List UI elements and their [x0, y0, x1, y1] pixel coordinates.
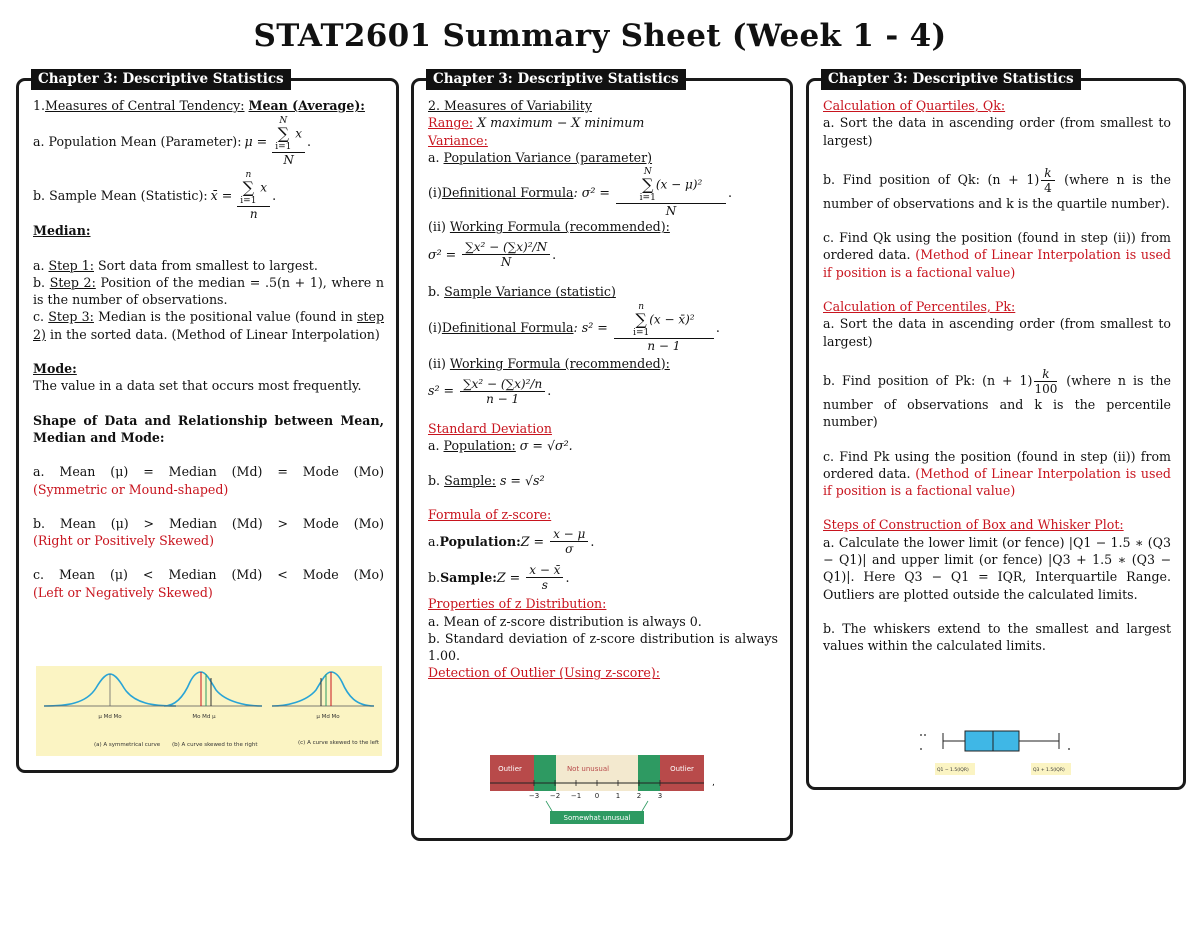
samp-work-denominator: n − 1	[486, 391, 520, 406]
column-3-panel	[806, 71, 1186, 790]
median-c-text1: Median is the positional value (found in	[93, 309, 357, 325]
outlier-left-region	[490, 755, 534, 791]
upper-fence-note: Q3 + 1.5(IQR)	[1033, 768, 1065, 773]
props-a: a. Mean of z-score distribution is always 0.	[428, 613, 702, 629]
pop-def-symbol: : σ² =	[573, 184, 610, 200]
sd-samp-formula: s = √s²	[495, 472, 545, 488]
z-tick-label: 0	[594, 792, 600, 800]
column-1-header: Chapter 3: Descriptive Statistics	[31, 69, 291, 90]
z-pop-prefix: a.	[428, 533, 440, 549]
quartile-b-pre: b. Find position of Qk: (n + 1)	[823, 171, 1040, 187]
samp-def-sum-bottom: i=1	[633, 328, 650, 339]
sd-samp-prefix: b.	[428, 472, 445, 488]
column-1-panel: Chapter 3: Descriptive Statistics 1.Measures of Central Tendency: Mean (Average): a. Population Mean (Parameter): μ = N ∑ i=1 x N . b. Sample Mean (Statistic): x̄ = n ∑ i=1 x n . Median: a. Step 1: Sort data from smallest to largest. b. Step 2: Position of the median = .5(n + 1), where n is the number of observations. c. Step 3: Median is the positional value (found in step 2) in the sorted data. (Method of Linear Interpolation) Mode: The value in a data set that occurs most frequently. Shape of Data and Relationship between Mean, Median and Mode: a. Mean (μ) = Median (Md) = Mode (Mo) (Symmetric or Mound-shaped) b. Mean (μ) > Median (Md) > Mode (Mo) (Right or Positively Skewed) c. Mean (μ) < Median (Md) < Mode (Mo) (Left or Negatively Skewed) μ Md Mo (a) A symmetrical curve Mo Md μ (b) A curve skewed to the right μ Md Mo (c) A curve skewed to the left	[16, 78, 399, 773]
skew-curves-figure	[36, 666, 382, 756]
pop-mean-sum-bottom: i=1	[275, 141, 292, 152]
outlier-point	[920, 748, 922, 750]
pop-mean-label: a. Population Mean (Parameter):	[33, 133, 242, 149]
central-prefix: 1.	[33, 98, 46, 113]
caption-c: (c) A curve skewed to the left	[298, 740, 380, 746]
quartile-c: c. Find Qk using the position (found in step (ii)) from ordered data.	[823, 230, 1171, 263]
zscore-outlier-figure	[488, 749, 728, 825]
props-heading: Properties of z Distribution:	[428, 596, 607, 612]
median-b-prefix: b.	[33, 274, 50, 290]
bracket-right	[642, 801, 648, 811]
z-tick-label: −2	[549, 792, 561, 800]
z-pop-label: Population:	[439, 533, 521, 549]
column-2-panel: Chapter 3: Descriptive Statistics 2. Measures of Variability Range: X maximum − X minimum Variance: a. Population Variance (parameter) (i) Definitional Formula : σ² = N ∑ i=1(x − μ)² N . (ii) Working Formula (recommended): σ² = $\frac{\text{∑x² − (∑x)²/N}}{N}$ . b. Sample Variance (statistic) (i) Definitional Formula : s² = n ∑ i=1(x − x̄)² n − 1 . (ii) Working Formula (recommended): s² = $\frac{\text{∑x² − (∑x)²/n}}{n - 1}$ . Standard Deviation a. Population: σ = √σ². b. Sample: s = √s² Formula of z-score: a. Population: Z = $\frac{x - \mu}{\sigma}$ . b. Sample: Z = $\frac{x - x̄}{s}$ . Properties of z Distribution: a. Mean of z-score distribution is always 0. b. Standard deviation of z-score distribution is always 1.00. Detection of Outlier (Using z-score): Outlier Not unusual Outlier , −3 −2 −1 0 1 2 3 Somewhat unusual	[411, 78, 793, 841]
outlier-point	[1068, 748, 1070, 750]
pop-def-prefix: (i)	[428, 184, 442, 200]
pop-work-fraction	[462, 240, 550, 269]
median-a-text: Sort data from smallest to largest.	[93, 257, 318, 273]
percentile-c: c. Find Pk using the position (found in step (ii)) from ordered data.	[823, 448, 1171, 481]
z-tick-label: −1	[570, 792, 582, 800]
z-tick-label: 1	[615, 792, 621, 800]
samp-work-prefix: (ii)	[428, 355, 450, 371]
somewhat-left-region	[534, 755, 556, 791]
median-c-text2: in the sorted data. (Method of Linear Interpolation)	[45, 326, 380, 342]
shape-a-red: (Symmetric or Mound-shaped)	[33, 481, 229, 497]
samp-work-numerator: ∑x² − (∑x)²/n	[460, 377, 545, 392]
shape-c-red: (Left or Negatively Skewed)	[33, 584, 213, 600]
outlier-left-label: Outlier	[498, 765, 522, 773]
pop-mean-sum-top: N	[279, 115, 288, 126]
variability-heading: 2. Measures of Variability	[428, 98, 592, 113]
samp-def-sum-top: n	[638, 302, 645, 313]
props-b: b. Standard deviation of z-score distribution is always 1.00.	[428, 630, 778, 664]
pop-def-label: Definitional Formula	[441, 184, 574, 200]
outlier-right-label: Outlier	[670, 765, 694, 773]
samp-work-symbol: s² =	[428, 383, 455, 399]
quartile-b-fraction	[1041, 166, 1054, 195]
mode-text: The value in a data set that occurs most frequently.	[33, 378, 362, 394]
percentile-c-red: (Method of Linear Interpolation is used if position is a factional value)	[823, 465, 1171, 499]
mean-heading: Mean (Average):	[248, 98, 365, 113]
shape-a-text: a. Mean (μ) = Median (Md) = Mode (Mo)	[33, 464, 384, 480]
quartile-b-den: 4	[1044, 180, 1052, 195]
samp-def-fraction: n ∑ i=1(x − x̄)² n − 1	[614, 302, 714, 353]
percentile-b-num: k	[1034, 367, 1057, 382]
median-heading: Median:	[33, 223, 91, 239]
percentile-b-pre: b. Find position of Pk: (n + 1)	[823, 372, 1033, 388]
samp-work-label: Working Formula (recommended):	[449, 355, 670, 371]
percentile-heading: Calculation of Percentiles, Pk:	[823, 299, 1016, 315]
z-tick-label: 3	[657, 792, 663, 800]
labels-a: μ Md Mo	[98, 714, 122, 720]
z-tick-label: −3	[528, 792, 540, 800]
sd-pop-formula: σ = √σ².	[515, 438, 573, 454]
z-pop-numerator: x − μ	[550, 527, 588, 542]
range-label: Range:	[428, 115, 474, 131]
pop-work-numerator: ∑x² − (∑x)²/N	[462, 240, 550, 255]
z-pop-fraction	[550, 527, 588, 556]
sd-samp-label: Sample:	[444, 472, 496, 488]
central-tendency-label: Measures of Central Tendency:	[45, 98, 245, 113]
sd-heading: Standard Deviation	[428, 421, 552, 437]
bracket-left	[546, 801, 552, 811]
pop-mean-symbol: μ =	[244, 133, 268, 149]
samp-def-symbol: : s² =	[573, 320, 608, 336]
z-figure-comma: ,	[712, 778, 715, 788]
quartile-heading: Calculation of Quartiles, Qk:	[823, 98, 1006, 113]
caption-a: (a) A symmetrical curve	[94, 742, 161, 748]
median-c-step2-ref: step 2)	[33, 309, 385, 342]
pop-work-label: Working Formula (recommended):	[449, 219, 670, 235]
samp-def-label: Definitional Formula	[441, 320, 574, 336]
samp-work-fraction	[460, 377, 545, 406]
somewhat-unusual-label: Somewhat unusual	[563, 814, 631, 822]
samp-mean-symbol: x̄ =	[210, 187, 233, 203]
variance-label: Variance:	[428, 132, 488, 148]
iqr-box	[965, 731, 1019, 751]
pop-mean-fraction: N ∑ i=1 x N	[272, 116, 305, 167]
z-samp-denominator: s	[541, 577, 548, 592]
not-unusual-label: Not unusual	[566, 765, 610, 773]
box-plot-figure	[913, 717, 1083, 781]
samp-mean-numerator: x	[260, 180, 268, 195]
z-pop-symbol: Z =	[520, 533, 545, 549]
caption-b: (b) A curve skewed to the right	[172, 742, 258, 748]
samp-var-label: Sample Variance (statistic)	[444, 284, 616, 300]
range-formula: X maximum − X minimum	[473, 115, 645, 131]
quartile-b-num: k	[1041, 166, 1054, 181]
box-b: b. The whiskers extend to the smallest and largest values within the calculated limits.	[823, 620, 1171, 654]
quartile-b-post: (where n is the number of observations and k is the quartile number).	[823, 171, 1171, 211]
samp-def-numerator: (x − x̄)²	[649, 312, 695, 327]
box-a: a. Calculate the lower limit (or fence) |Q1 − 1.5 ∗ (Q3 − Q1)| and upper limit (or fence) |Q3 + 1.5 ∗ (Q3 − Q1)|. Here Q3 − Q1 = IQR, Interquartile Range. Outliers are plotted outside the calculated limits.	[823, 534, 1171, 602]
samp-mean-label: b. Sample Mean (Statistic):	[33, 187, 208, 203]
quartile-a: a. Sort the data in ascending order (from smallest to largest)	[823, 115, 1171, 148]
labels-b: Mo Md μ	[192, 714, 216, 720]
percentile-b-post: (where n is the number of observations and k is the percentile number)	[823, 372, 1171, 430]
median-a-prefix: a.	[33, 257, 49, 273]
percentile-a: a. Sort the data in ascending order (from smallest to largest)	[823, 316, 1171, 349]
pop-def-sum-bottom: i=1	[639, 192, 656, 203]
percentile-b-den: 100	[1034, 381, 1058, 396]
outlier-heading: Detection of Outlier (Using z-score):	[428, 665, 660, 681]
samp-mean-fraction: n ∑ i=1 x n	[237, 170, 270, 221]
samp-mean-sum-bottom: i=1	[240, 195, 257, 206]
pop-def-denominator: N	[665, 203, 677, 218]
outlier-point	[920, 734, 922, 736]
samp-mean-sum-top: n	[245, 169, 252, 180]
outlier-right-region	[660, 755, 704, 791]
pop-work-denominator: N	[500, 254, 512, 269]
pop-mean-numerator: x	[295, 126, 302, 141]
percentile-b-fraction	[1034, 367, 1057, 396]
shape-b-text: b. Mean (μ) > Median (Md) > Mode (Mo)	[33, 515, 384, 531]
shape-b-red: (Right or Positively Skewed)	[33, 533, 215, 549]
shape-heading: Shape of Data and Relationship between Mean, Median and Mode:	[33, 412, 384, 445]
pop-def-fraction: N ∑ i=1(x − μ)² N	[616, 167, 726, 218]
z-samp-symbol: Z =	[496, 569, 521, 585]
pop-def-sum-top: N	[643, 166, 652, 177]
box-heading: Steps of Construction of Box and Whisker Plot:	[823, 517, 1124, 533]
labels-c: μ Md Mo	[316, 714, 340, 720]
z-pop-denominator: σ	[565, 541, 574, 556]
somewhat-right-region	[638, 755, 660, 791]
samp-var-prefix: b.	[428, 284, 445, 300]
z-samp-prefix: b.	[428, 569, 441, 585]
samp-mean-denominator: n	[249, 206, 258, 221]
median-step1: Step 1:	[48, 257, 94, 273]
z-samp-fraction	[526, 563, 563, 592]
median-step2: Step 2:	[49, 274, 96, 290]
column-3-header: Chapter 3: Descriptive Statistics	[821, 69, 1081, 90]
pop-work-prefix: (ii)	[428, 219, 450, 235]
quartile-c-red: (Method of Linear Interpolation is used if position is a factional value)	[823, 247, 1171, 280]
median-step3: Step 3:	[48, 309, 94, 325]
samp-def-denominator: n − 1	[647, 339, 681, 354]
sd-pop-prefix: a.	[428, 438, 444, 454]
median-c-prefix: c.	[33, 309, 49, 325]
page-title: STAT2601 Summary Sheet (Week 1 - 4)	[253, 18, 947, 54]
pop-var-prefix: a.	[428, 149, 444, 165]
pop-def-numerator: (x − μ)²	[655, 177, 703, 192]
z-heading: Formula of z-score:	[428, 506, 552, 522]
shape-c-text: c. Mean (μ) < Median (Md) < Mode (Mo)	[33, 567, 384, 583]
z-tick-label: 2	[636, 792, 642, 800]
mode-heading: Mode:	[33, 361, 77, 377]
pop-mean-denominator: N	[283, 152, 294, 167]
z-samp-label: Sample:	[440, 569, 497, 585]
sd-pop-label: Population:	[443, 438, 516, 454]
lower-fence-note: Q1 − 1.5(IQR)	[937, 768, 969, 773]
pop-work-symbol: σ² =	[428, 246, 457, 262]
samp-def-prefix: (i)	[428, 320, 442, 336]
column-2-header: Chapter 3: Descriptive Statistics	[426, 69, 686, 90]
z-samp-numerator: x − x̄	[526, 563, 563, 578]
pop-var-label: Population Variance (parameter)	[443, 149, 653, 165]
median-b-text: Position of the median = .5(n + 1), where n is the number of observations.	[33, 274, 385, 308]
outlier-point	[924, 734, 926, 736]
